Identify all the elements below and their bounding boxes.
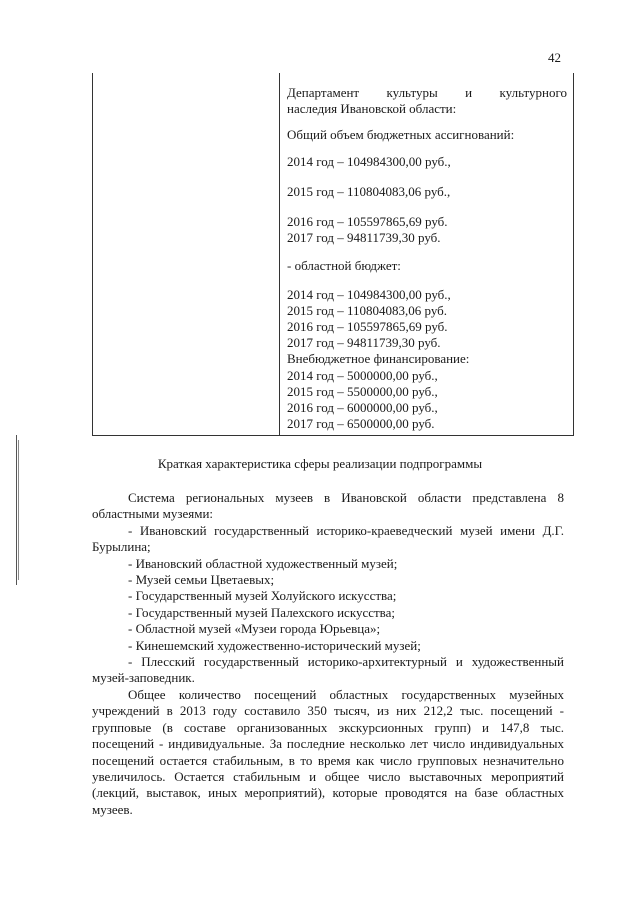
- table-line: 2016 год – 6000000,00 руб.,: [287, 400, 438, 416]
- table-line: 2015 год – 5500000,00 руб.,: [287, 383, 438, 399]
- museum-item: - Плесский государственный историко-архитектурный и художественный музей-заповедник.: [92, 654, 564, 686]
- table-line: 2015 год – 110804083,06 руб.,: [287, 183, 451, 199]
- closing-paragraph: Общее количество посещений областных государственных музейных учреждений в 2013 году составило 350 тысяч, из них 212,2 тыс. посещений - групповые (в составе организованных экскурсионных групп) и 147,8 тыс. посещений - индивидуальные. За последние несколько лет число индивидуальных посещений остается стабильным, в то время как число групповых незначительно увеличилось. Остается стабильным и общее число выставочных мероприятий (лекций, выставок, иных мероприятий), которые проводятся на базе областных музеев.: [92, 686, 564, 817]
- museum-item: - Кинешемский художественно-исторический музей;: [128, 637, 421, 653]
- museum-item: - Областной музей «Музеи города Юрьевца»;: [128, 621, 381, 637]
- table-line: - областной бюджет:: [287, 258, 401, 274]
- table-line: 2015 год – 110804083,06 руб.: [287, 302, 448, 318]
- page-number: 42: [548, 50, 561, 65]
- table-line: 2014 год – 104984300,00 руб.,: [287, 286, 451, 302]
- table-line: 2017 год – 94811739,30 руб.: [287, 335, 441, 351]
- funding-cell: [287, 85, 567, 432]
- table-line: 2016 год – 105597865,69 руб.: [287, 319, 448, 335]
- table-line: 2017 год – 6500000,00 руб.: [287, 416, 435, 432]
- intro-paragraph: Система региональных музеев в Ивановской области представлена 8 областными музеями:: [92, 490, 564, 522]
- section-title: Краткая характеристика сферы реализации подпрограммы: [157, 456, 483, 471]
- table-line: 2016 год – 105597865,69 руб.: [287, 214, 448, 230]
- table-line: Внебюджетное финансирование:: [287, 351, 470, 367]
- museum-item: - Ивановский государственный историко-краеведческий музей имени Д.Г. Бурылина;: [92, 522, 564, 555]
- table-line: 2014 год – 5000000,00 руб.,: [287, 367, 438, 383]
- table-line: Общий объем бюджетных ассигнований:: [287, 127, 515, 143]
- table-line: Департамент культуры и культурного: [287, 85, 567, 100]
- museum-item: - Музей семьи Цветаевых;: [128, 572, 275, 588]
- funding-table: [92, 73, 574, 436]
- museum-item: - Ивановский областной художественный музей;: [128, 555, 398, 571]
- table-line: 2014 год – 104984300,00 руб.,: [287, 153, 451, 169]
- table-line: 2017 год – 94811739,30 руб.: [287, 230, 441, 246]
- table-line: наследия Ивановской области:: [287, 101, 457, 117]
- museum-item: - Государственный музей Палехского искусства;: [128, 604, 396, 620]
- body-text: [92, 490, 564, 818]
- table-column-divider: [279, 73, 280, 435]
- museum-item: - Государственный музей Холуйского искусства;: [128, 588, 397, 604]
